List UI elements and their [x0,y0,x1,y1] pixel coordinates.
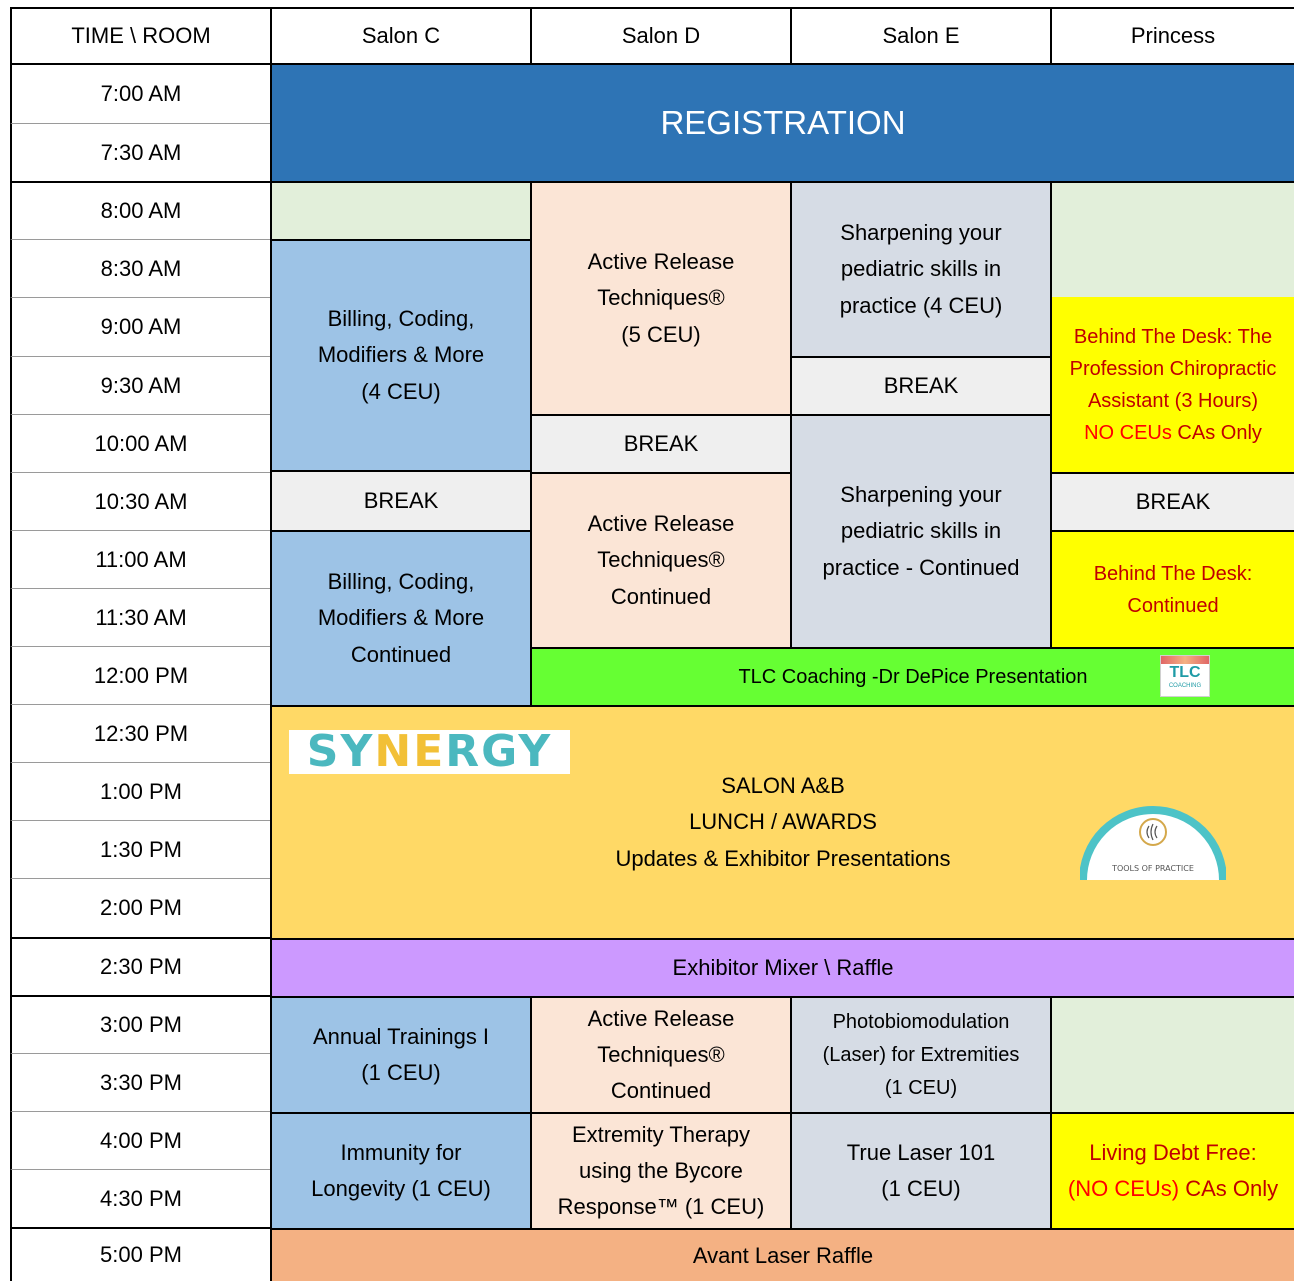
time-slot [10,762,270,820]
session-active-release-3 [530,996,790,1112]
synergy-letter: Y [340,726,375,777]
session-behind-the-desk-1-text [1070,321,1277,449]
time-label: 11:30 AM [95,604,187,630]
break-princess-1030 [1050,472,1294,530]
time-label: 1:30 PM [100,836,182,862]
time-slot [10,1053,270,1111]
line: Sharpening your [840,482,1002,508]
line [1068,1171,1278,1207]
time-slot [10,356,270,414]
time-label: 8:30 AM [100,255,182,281]
line: (1 CEU) [881,1176,961,1201]
line: Active Release [587,249,735,275]
line: practice (4 CEU) [839,292,1003,318]
time-label: 11:00 AM [95,546,187,572]
session-avant-laser-raffle [270,1228,1294,1281]
break-label: BREAK [623,431,699,457]
time-label: 12:30 PM [93,720,189,746]
time-label: 10:30 AM [94,488,188,514]
line: Updates & Exhibitor Presentations [615,845,951,871]
synergy-logo-text [306,726,553,777]
tlc-logo [1160,655,1210,697]
session-pediatric-1 [790,181,1050,356]
line: pediatric skills in [840,518,1002,544]
room-label: Salon E [882,23,960,49]
session-behind-the-desk-2 [1050,530,1294,647]
line: pediatric skills in [840,256,1002,282]
session-billing-coding-continued-text [318,564,484,673]
header-room-salon-e [790,7,1050,65]
line: Immunity for [340,1139,462,1165]
line: Profession Chiropractic [1069,357,1277,380]
line: Continued [610,583,712,609]
line: Techniques® [597,285,725,311]
line: (1 CEU) [884,1076,958,1099]
header-room-salon-c [270,7,530,65]
no-ceu-note: (NO CEUs) [1067,1176,1180,1201]
empty-slot-salon-c-8am [270,181,530,239]
line: Behind The Desk: The [1073,325,1273,348]
session-pediatric-1-text [840,215,1003,324]
line: Photobiomodulation [832,1010,1010,1033]
synergy-letter: N [374,726,414,777]
header-room-princess [1050,7,1294,65]
room-label: Salon D [621,23,701,49]
line: Billing, Coding, [327,306,475,332]
line: (Laser) for Extremities [822,1043,1020,1066]
session-photobiomodulation [790,996,1050,1112]
session-exhibitor-mixer [270,938,1294,996]
time-label: 2:00 PM [100,895,182,921]
session-active-release-3-text [588,1001,735,1110]
time-slot [10,820,270,878]
line: Continued [350,641,452,667]
tools-of-practice-logo-text: TOOLS OF PRACTICE [1112,864,1194,873]
line: (5 CEU) [621,321,701,347]
line: Billing, Coding, [327,569,475,595]
line: Modifiers & More [317,342,485,368]
session-photobiomodulation-text [823,1006,1020,1105]
session-pediatric-2 [790,414,1050,647]
line: Active Release [587,511,735,537]
time-slot [10,878,270,937]
tlc-logo-swoosh [1161,656,1209,664]
time-slot [10,937,270,995]
time-label: 1:00 PM [100,778,182,804]
line: Active Release [587,1005,735,1031]
empty-slot-princess-8am [1050,181,1294,297]
line: Continued [1127,594,1219,617]
session-pediatric-2-text [823,477,1020,586]
line: Sharpening your [840,220,1002,246]
synergy-letter: S [306,726,341,777]
line: Living Debt Free: [1089,1139,1257,1165]
synergy-letter: G [481,726,519,777]
synergy-letter: E [413,726,446,777]
line: (1 CEU) [361,1060,441,1085]
room-label: Princess [1130,23,1216,49]
cas-only-note: CAs Only [1179,1176,1279,1201]
line: Annual Trainings I [312,1023,490,1049]
time-label: 10:00 AM [94,430,188,456]
line: True Laser 101 [846,1139,996,1165]
break-label: BREAK [363,488,439,514]
session-billing-coding-continued [270,530,530,705]
tlc-logo-subtext: COACHING [1168,683,1202,689]
session-billing-coding [270,239,530,472]
time-label: 9:00 AM [100,314,182,340]
session-behind-the-desk-2-text [1094,558,1253,622]
synergy-letter: Y [518,726,553,777]
line: using the Bycore [579,1157,743,1183]
tlc-coaching-label: TLC Coaching -Dr DePice Presentation [738,666,1088,688]
session-behind-the-desk-1 [1050,297,1294,472]
time-slot [10,1227,270,1281]
time-slot [10,704,270,762]
line: Modifiers & More [317,605,485,631]
time-slot [10,181,270,239]
time-slot [10,646,270,704]
time-label: 3:30 PM [100,1069,182,1095]
time-slot [10,65,270,123]
session-true-laser-101 [790,1112,1050,1228]
time-slot [10,1111,270,1169]
session-extremity-therapy [530,1112,790,1228]
header-room-salon-d [530,7,790,65]
break-label: BREAK [1135,489,1211,515]
line: Techniques® [597,547,725,573]
room-label: Salon C [361,23,441,49]
break-salon-e-930 [790,356,1050,414]
line: (4 CEU) [361,378,441,404]
line: Longevity (1 CEU) [311,1176,491,1201]
no-ceu-note: NO CEUs [1084,421,1172,444]
time-label: 9:30 AM [100,372,182,398]
time-label: 12:00 PM [93,662,189,688]
time-slot [10,995,270,1053]
time-slot [10,239,270,297]
time-slot [10,472,270,530]
tools-of-practice-logo [1080,780,1226,880]
line: Assistant (3 Hours) [1087,389,1259,412]
session-active-release-2-text [588,506,735,615]
time-slot [10,530,270,588]
synergy-letter: R [445,726,482,777]
line: Techniques® [597,1041,725,1067]
time-label: 4:30 PM [100,1185,182,1211]
break-label: BREAK [883,373,959,399]
line [1070,417,1277,449]
break-salon-c-1030 [270,472,530,530]
line: LUNCH / AWARDS [689,809,877,835]
time-label: 2:30 PM [100,954,182,980]
line: Response™ (1 CEU) [557,1194,765,1220]
session-extremity-therapy-text [558,1117,765,1226]
session-living-debt-free [1050,1112,1294,1228]
registration-label: REGISTRATION [660,103,906,141]
time-label: 3:00 PM [100,1012,182,1038]
empty-slot-princess-3pm [1050,996,1294,1112]
session-annual-trainings [270,996,530,1112]
time-label: 7:00 AM [100,81,182,107]
session-active-release-1 [530,181,790,414]
time-slot [10,297,270,356]
line: SALON A&B [721,773,845,799]
session-immunity-longevity [270,1112,530,1228]
session-annual-trainings-text [313,1019,489,1092]
time-label: 4:00 PM [100,1127,182,1153]
time-label: 5:00 PM [100,1242,182,1268]
line: Continued [610,1078,712,1104]
time-slot [10,588,270,646]
avant-laser-raffle-label: Avant Laser Raffle [692,1242,874,1268]
tools-of-practice-logo-graphic [1080,780,1226,880]
line: practice - Continued [822,554,1020,580]
synergy-logo [289,726,570,777]
header-time-room [10,7,270,65]
session-billing-coding-text [318,301,484,410]
session-active-release-2 [530,472,790,647]
time-slot [10,1169,270,1227]
cas-only-note: CAs Only [1171,421,1262,444]
time-label: 7:30 AM [100,139,182,165]
registration-block [270,65,1294,181]
time-slot [10,123,270,181]
session-lunch-awards-text [615,768,950,877]
line: Behind The Desk: [1093,562,1253,585]
exhibitor-mixer-label: Exhibitor Mixer \ Raffle [672,955,894,981]
tlc-logo-text: TLC [1169,664,1201,681]
session-active-release-1-text [588,244,735,353]
session-immunity-longevity-text [311,1135,491,1208]
header-time-room-label: TIME \ ROOM [71,23,211,49]
break-salon-d-1000 [530,414,790,472]
session-true-laser-101-text [847,1135,995,1208]
line: Extremity Therapy [571,1121,751,1147]
time-label: 8:00 AM [100,198,182,224]
session-living-debt-free-text [1068,1135,1278,1208]
time-slot [10,414,270,472]
